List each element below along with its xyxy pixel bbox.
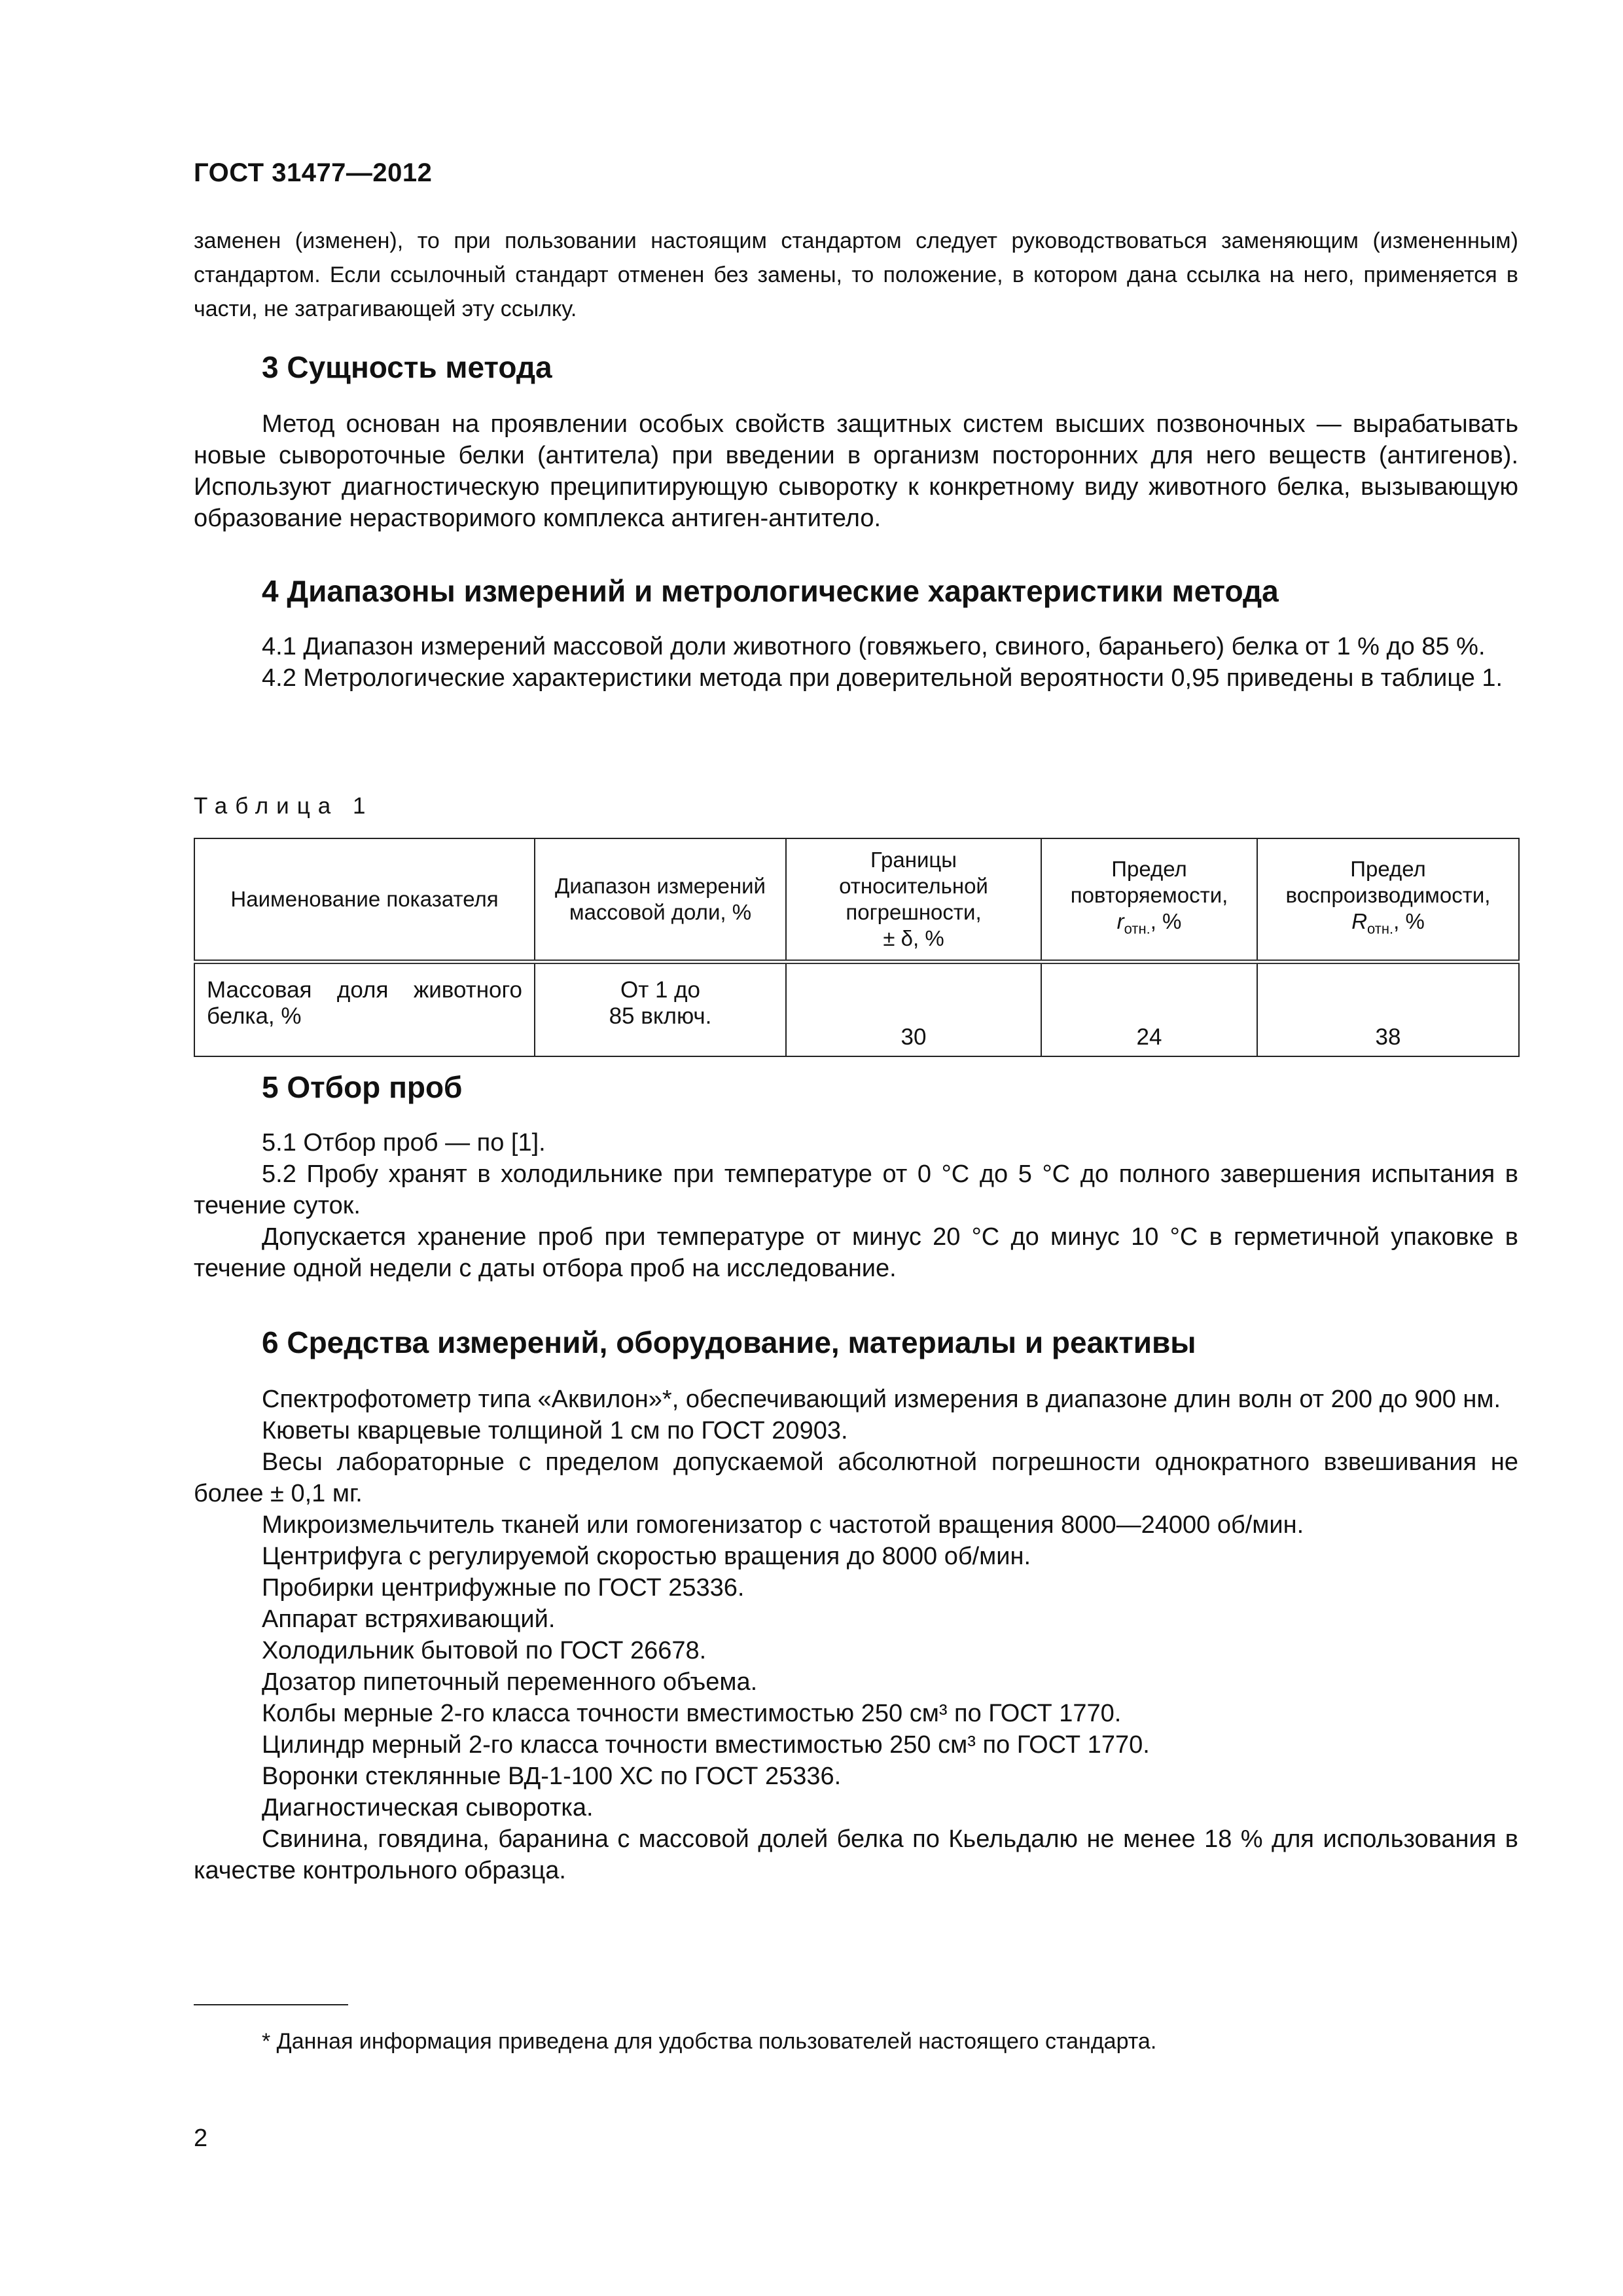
section-6-title: 6 Средства измерений, оборудование, материалы и реактивы: [262, 1325, 1196, 1359]
equipment-item-14: Свинина, говядина, баранина с массовой долей белка по Кьельдалю не менее 18 % для использования в качестве контрольного образца.: [194, 1825, 1518, 1884]
equipment-item-11: Цилиндр мерный 2-го класса точности вместимостью 250 см³ по ГОСТ 1770.: [262, 1731, 1150, 1759]
header-repeat-symbol: r: [1116, 909, 1124, 934]
equipment-item-9: Дозатор пипеточный переменного объема.: [262, 1668, 758, 1696]
table-row: [194, 962, 1519, 1057]
section-3-title: 3 Сущность метода: [262, 350, 552, 384]
footnote-divider: [194, 2004, 348, 2005]
header-reprod-symbol: R: [1351, 909, 1368, 934]
header-repeatability: [1041, 838, 1257, 962]
header-reprod-text: Предел воспроизводимости,: [1285, 857, 1491, 908]
table-header-row: [194, 838, 1519, 962]
section-5-paragraph-2: 5.2 Пробу хранят в холодильнике при температуре от 0 °С до 5 °С до полного завершения испытания в течение суток.: [194, 1160, 1518, 1219]
header-repeat-text: Предел повторяемости,: [1070, 857, 1228, 908]
equipment-item-2: Кюветы кварцевые толщиной 1 см по ГОСТ 20903.: [262, 1417, 848, 1444]
equipment-item-12: Воронки стеклянные ВД-1-100 ХС по ГОСТ 25336.: [262, 1763, 842, 1790]
section-4-body: [194, 631, 1518, 694]
cell-reproducibility: 38: [1257, 962, 1519, 1057]
cell-range-line-2: 85 включ.: [609, 1003, 712, 1029]
equipment-item-7: Аппарат встряхивающий.: [262, 1605, 556, 1633]
header-repeat-unit: , %: [1150, 909, 1182, 934]
equipment-item-3: Весы лабораторные с пределом допускаемой абсолютной погрешности однократного взвешивания не более ± 0,1 мг.: [194, 1448, 1518, 1507]
equipment-item-8: Холодильник бытовой по ГОСТ 26678.: [262, 1637, 707, 1664]
equipment-item-10: Колбы мерные 2-го класса точности вместимостью 250 см³ по ГОСТ 1770.: [262, 1700, 1122, 1727]
equipment-item-4: Микроизмельчитель тканей или гомогенизатор с частотой вращения 8000—24000 об/мин.: [262, 1511, 1304, 1539]
cell-measurement-range: [535, 962, 786, 1057]
section-3-body: [194, 408, 1518, 534]
section-4-paragraph-2: 4.2 Метрологические характеристики метода при доверительной вероятности 0,95 приведены в таблице 1.: [262, 664, 1503, 692]
footnote: * Данная информация приведена для удобства пользователей настоящего стандарта.: [262, 2029, 1157, 2054]
document-header: ГОСТ 31477—2012: [194, 158, 433, 187]
intro-continuation: заменен (изменен), то при пользовании настоящим стандартом следует руководствоваться заменяющим (измененным) стандартом. Если ссылочный стандарт отменен без замены, то положение, в котором дана ссылка на него, применяется в части, не затрагивающей эту ссылку.: [194, 228, 1518, 321]
section-4-paragraph-1: 4.1 Диапазон измерений массовой доли животного (говяжьего, свиного, бараньего) белка от 1 % до 85 %.: [262, 633, 1486, 660]
page-number: 2: [194, 2125, 208, 2152]
section-5-title: 5 Отбор проб: [262, 1070, 463, 1104]
header-reprod-unit: , %: [1393, 909, 1425, 934]
cell-error-bounds: 30: [786, 962, 1041, 1057]
header-reprod-sub: отн.: [1367, 920, 1394, 937]
cell-repeatability: 24: [1041, 962, 1257, 1057]
equipment-item-5: Центрифуга с регулируемой скоростью вращения до 8000 об/мин.: [262, 1543, 1031, 1570]
section-5-paragraph-1: 5.1 Отбор проб — по [1].: [262, 1129, 546, 1157]
cell-range-line-1: От 1 до: [620, 977, 701, 1003]
header-indicator-name: Наименование показателя: [194, 838, 535, 962]
equipment-item-6: Пробирки центрифужные по ГОСТ 25336.: [262, 1574, 745, 1602]
header-error-bounds: [786, 838, 1041, 962]
metrology-table: [194, 838, 1520, 1057]
header-error-text: Границы относительной погрешности,: [839, 848, 988, 924]
section-6-body: [194, 1384, 1518, 1886]
section-5-paragraph-3: Допускается хранение проб при температуре от минус 20 °С до минус 10 °С в герметичной упаковке в течение одной недели с даты отбора проб на исследование.: [194, 1223, 1518, 1282]
section-4-title: 4 Диапазоны измерений и метрологические характеристики метода: [262, 574, 1279, 608]
header-repeat-sub: отн.: [1124, 920, 1150, 937]
section-3-text: Метод основан на проявлении особых свойств защитных систем высших позвоночных — вырабатывать новые сывороточные белки (антитела) при введении в организм посторонних для него веществ (антигенов). Используют диагностическую преципитирующую сыворотку к конкретному виду животного белка, вызывающую образование нерастворимого комплекса антиген-антитело.: [194, 410, 1518, 532]
section-5-body: [194, 1127, 1518, 1284]
cell-indicator-name: Массовая доля животного белка, %: [194, 962, 535, 1057]
header-measurement-range: Диапазон измерений массовой доли, %: [535, 838, 786, 962]
equipment-item-13: Диагностическая сыворотка.: [262, 1794, 594, 1821]
equipment-item-1: Спектрофотометр типа «Аквилон»*, обеспечивающий измерения в диапазоне длин волн от 200 до 900 нм.: [262, 1386, 1501, 1413]
header-reproducibility: [1257, 838, 1519, 962]
header-error-symbol: ± δ, %: [883, 926, 944, 950]
table-caption: Таблица 1: [194, 793, 374, 819]
